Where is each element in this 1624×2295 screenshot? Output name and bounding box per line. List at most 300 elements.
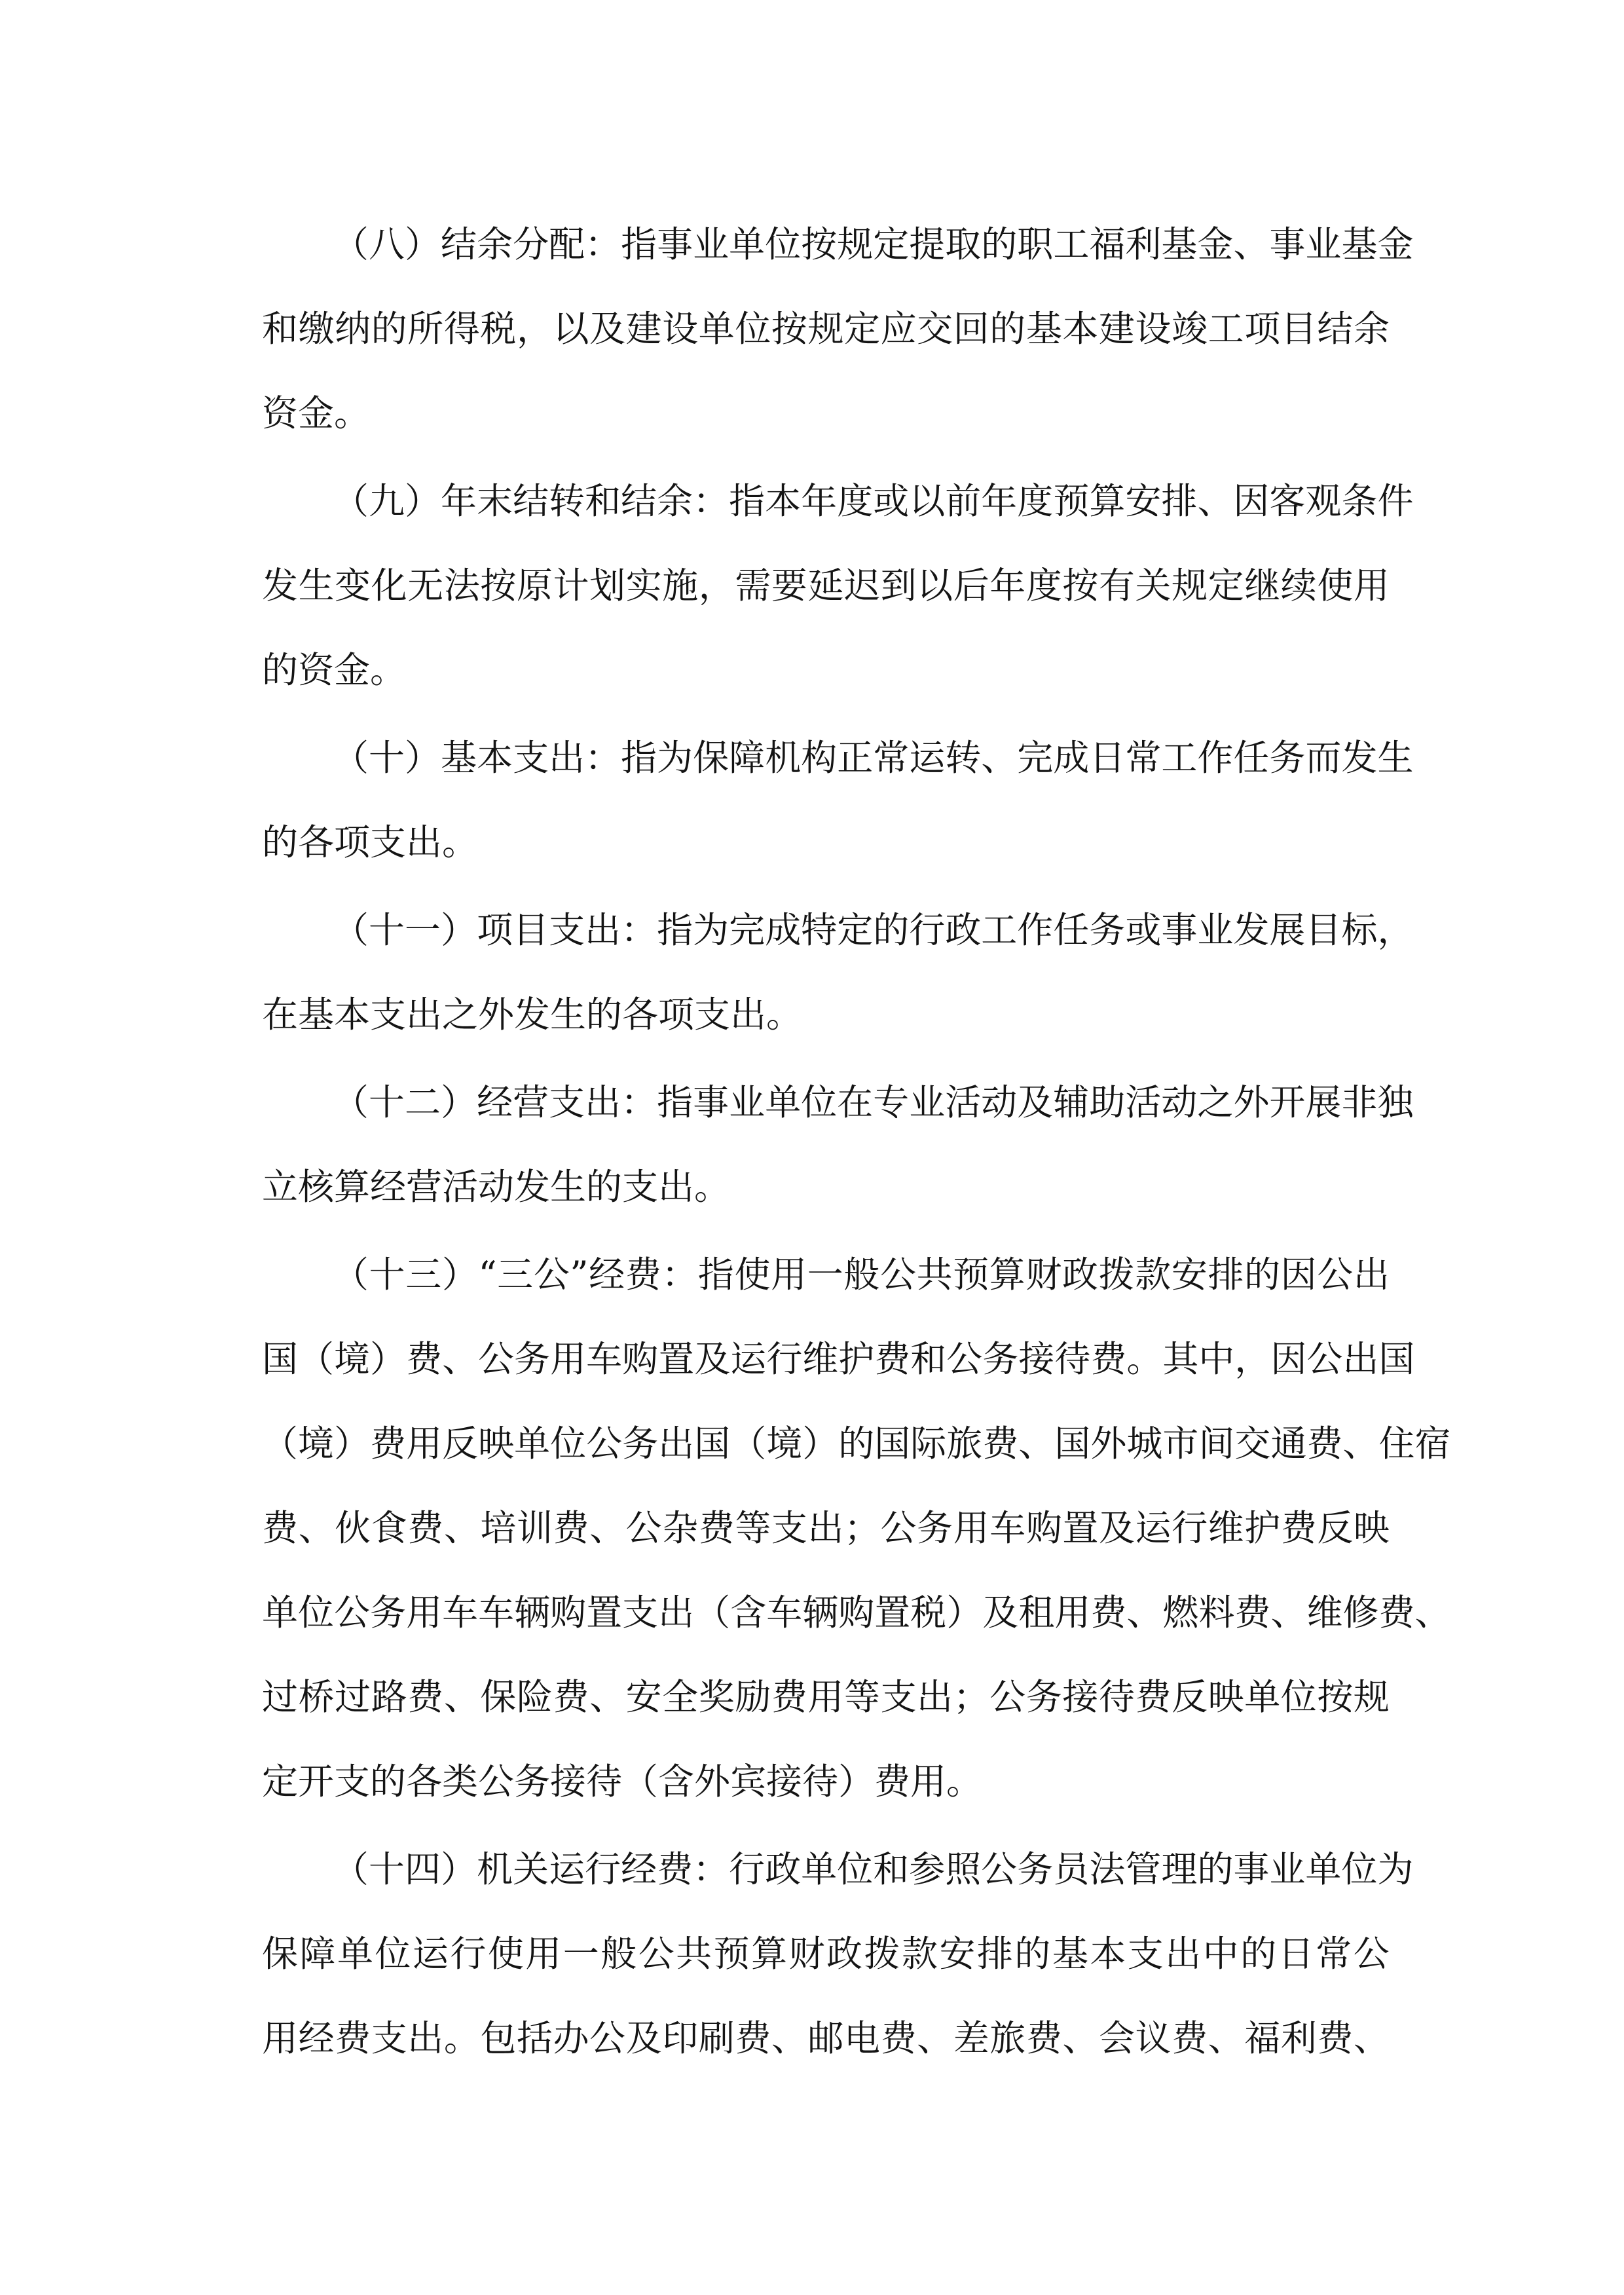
glyph: 缴 [298,308,335,350]
glyph: 政 [765,1848,802,1890]
glyph: 出 [917,1676,953,1718]
glyph: ） [441,909,477,951]
glyph: 指 [657,909,693,951]
glyph: ） [405,223,441,265]
glyph: 成 [765,909,802,951]
glyph: 费 [262,1507,299,1549]
glyph: 预 [1053,480,1090,522]
glyph: 车 [478,1592,515,1633]
paragraph-9-line-3: 的资金。 [262,649,407,691]
glyph: 及 [1098,1507,1135,1549]
glyph: 住 [1378,1423,1415,1465]
glyph: 余 [1353,308,1390,350]
glyph: ， [1234,1338,1271,1380]
glyph: 变 [335,565,371,606]
glyph: 八 [369,223,405,265]
glyph: 出 [1342,1338,1379,1380]
glyph: 需 [735,565,771,606]
paragraph-13-line-5 [262,1586,1451,1639]
glyph: 经 [298,2017,335,2059]
glyph: 单 [801,1848,838,1890]
glyph: 务 [514,1338,551,1380]
glyph: 购 [550,1592,587,1633]
glyph: 费 [1234,1592,1271,1633]
glyph: 映 [1353,1507,1390,1549]
glyph: 划 [589,565,626,606]
glyph: 在 [837,1081,874,1123]
glyph: 度 [1025,565,1062,606]
glyph: 分 [513,223,549,265]
glyph: 燃 [1162,1592,1199,1633]
glyph: 定 [844,308,881,350]
glyph: 福 [1244,2017,1281,2059]
glyph: 常 [1125,737,1162,779]
glyph: 用 [807,1676,844,1718]
glyph: 二 [405,1081,441,1123]
glyph: 因 [1270,1338,1307,1380]
glyph: 及 [625,2017,662,2059]
glyph: 支 [371,2017,407,2059]
glyph: 支 [549,909,585,951]
glyph: 任 [1233,737,1270,779]
glyph: 续 [1280,565,1317,606]
glyph: 或 [1125,909,1162,951]
glyph: 费 [874,1338,911,1380]
glyph: 务 [1017,1848,1054,1890]
glyph: 费 [1090,1338,1127,1380]
glyph: 料 [1198,1592,1235,1633]
glyph: ： [585,737,621,779]
glyph: 出 [807,1507,844,1549]
glyph: 支 [549,1081,585,1123]
glyph: 待 [1098,1676,1135,1718]
glyph: 障 [299,1933,336,1975]
glyph: 费 [1172,2017,1208,2059]
glyph: 及 [694,1338,731,1380]
glyph: 要 [771,565,807,606]
glyph: 回 [953,308,989,350]
glyph: 十 [369,737,405,779]
glyph: 度 [837,480,874,522]
glyph: 政 [945,909,982,951]
glyph: 桥 [298,1676,335,1718]
glyph: 费 [657,1848,693,1890]
glyph: 公 [589,2017,626,2059]
glyph: 一 [807,1254,843,1296]
glyph: ） [441,1254,478,1296]
glyph: 辆 [802,1592,839,1633]
glyph: 原 [516,565,553,606]
glyph: 位 [837,1848,874,1890]
glyph: 的 [1244,1254,1281,1296]
glyph: 算 [1089,480,1126,522]
glyph: 排 [976,1933,1013,1975]
glyph: 、 [1018,1423,1055,1465]
glyph: 常 [873,737,910,779]
glyph: 利 [1125,223,1162,265]
glyph: 费 [1135,1676,1172,1718]
glyph: 单 [514,1423,551,1465]
glyph: 结 [1317,308,1354,350]
glyph: 基 [1341,223,1378,265]
glyph: 单 [729,223,766,265]
glyph: 一 [405,909,441,951]
glyph: 过 [262,1676,299,1718]
glyph: 提 [909,223,946,265]
glyph: 障 [729,737,766,779]
glyph: 一 [563,1933,599,1975]
glyph: 拨 [1098,1254,1135,1296]
glyph: 、 [442,1338,479,1380]
glyph: 单 [765,1081,802,1123]
glyph: 出 [1353,1254,1390,1296]
glyph: 行 [729,1848,766,1890]
glyph: 和 [910,1338,947,1380]
glyph: 九 [369,480,405,522]
glyph: 、 [1197,480,1234,522]
glyph: 邮 [807,2017,844,2059]
glyph: ： [621,1081,657,1123]
glyph: 项 [1244,308,1281,350]
glyph: 出 [658,1423,695,1465]
glyph: 单 [1305,1848,1342,1890]
glyph: 费 [1378,1592,1415,1633]
glyph: 过 [335,1676,371,1718]
glyph: ） [802,1423,839,1465]
glyph: 款 [901,1933,938,1975]
glyph: 费 [553,1676,589,1718]
glyph: 刷 [698,2017,735,2059]
glyph: ） [405,737,441,779]
glyph: 因 [1233,480,1270,522]
glyph: 、 [917,2017,953,2059]
glyph: 市 [1162,1423,1199,1465]
glyph: 公 [879,1254,916,1296]
glyph: 使 [1317,565,1354,606]
paragraph-8-line-1 [333,218,1414,271]
glyph: 基 [1052,1933,1088,1975]
glyph: 费 [735,2017,771,2059]
glyph: 算 [989,1254,1025,1296]
glyph: 十 [369,1254,405,1296]
glyph: 置 [586,1592,623,1633]
glyph: ） [946,1592,983,1633]
glyph: 用 [550,1338,587,1380]
glyph: （ [694,1592,731,1633]
glyph: 费 [407,1676,444,1718]
glyph: 定 [873,223,910,265]
glyph: ） [370,1338,407,1380]
glyph: 全 [662,1676,699,1718]
glyph: 指 [729,480,766,522]
glyph: 、 [298,1507,335,1549]
glyph: 、 [443,1676,480,1718]
glyph: 括 [516,2017,553,2059]
glyph: 独 [1377,1081,1414,1123]
glyph: 行 [766,1338,803,1380]
paragraph-13-line-6 [262,1671,1390,1723]
glyph: 保 [480,1676,517,1718]
glyph: 专 [873,1081,910,1123]
glyph: 规 [807,308,844,350]
glyph: 中 [1202,1933,1239,1975]
glyph: 位 [801,1081,838,1123]
glyph: 公 [638,1933,674,1975]
glyph: （ [333,909,369,951]
paragraph-10-line-2: 的各项支出。 [262,821,479,863]
glyph: 务 [622,1423,659,1465]
glyph: 外 [1233,1081,1270,1123]
glyph: 映 [1208,1676,1244,1718]
glyph: 的 [873,909,910,951]
glyph: 规 [837,223,874,265]
glyph: （ [333,1081,369,1123]
glyph: 车 [442,1592,479,1633]
glyph: 业 [1269,1848,1306,1890]
glyph: 车 [586,1338,623,1380]
paragraph-11-line-1 [333,904,1414,956]
glyph: 转 [945,737,982,779]
glyph: 本 [1062,308,1099,350]
glyph: 务 [1089,909,1126,951]
glyph: 以 [909,480,946,522]
glyph: 出 [407,2017,444,2059]
glyph: 、 [1414,1592,1451,1633]
paragraph-13-line-1 [333,1248,1390,1301]
glyph: 行 [585,1848,621,1890]
glyph: 行 [909,909,946,951]
glyph: 化 [371,565,407,606]
glyph: 、 [1062,2017,1099,2059]
glyph: ； [844,1507,881,1549]
glyph: 机 [477,1848,513,1890]
glyph: 出 [549,737,585,779]
glyph: 接 [1062,1676,1099,1718]
glyph: 纳 [335,308,371,350]
glyph: ， [516,308,553,350]
glyph: 、 [1270,1592,1307,1633]
glyph: 反 [1317,1507,1354,1549]
glyph: 关 [513,1848,549,1890]
glyph: ， [1377,909,1414,951]
glyph: 迟 [844,565,881,606]
glyph: 结 [513,480,549,522]
glyph: 指 [621,737,657,779]
glyph: 展 [1305,1081,1342,1123]
glyph: 得 [443,308,480,350]
glyph: 励 [735,1676,771,1718]
glyph: 工 [1208,308,1244,350]
glyph: 安 [625,1676,662,1718]
glyph: 观 [1305,480,1342,522]
glyph: 十 [369,909,405,951]
glyph: 开 [1269,1081,1306,1123]
glyph: 辅 [1053,1081,1090,1123]
glyph: 目 [1305,909,1342,951]
glyph: （ [262,1423,299,1465]
glyph: 基 [1025,308,1062,350]
glyph: 费 [1280,1507,1317,1549]
glyph: 外 [1090,1423,1127,1465]
glyph: 置 [1062,1507,1099,1549]
glyph: 费 [1306,1423,1343,1465]
glyph: 定 [837,909,874,951]
glyph: 等 [735,1507,771,1549]
glyph: 位 [550,1423,587,1465]
glyph: ） [441,1081,477,1123]
glyph: ， [698,565,735,606]
glyph: 待 [1054,1338,1091,1380]
glyph: 三 [405,1254,442,1296]
glyph: 为 [1377,1848,1414,1890]
glyph: 非 [1341,1081,1378,1123]
glyph: 目 [513,909,549,951]
glyph: 预 [713,1933,750,1975]
glyph: 国 [694,1423,731,1465]
glyph: 、 [1208,2017,1244,2059]
glyph: 正 [837,737,874,779]
glyph: 公 [478,1338,515,1380]
glyph: 政 [826,1933,863,1975]
glyph: 的 [838,1423,875,1465]
glyph: 件 [1377,480,1414,522]
glyph: 位 [735,308,771,350]
glyph: （ [333,480,369,522]
glyph: ） [334,1423,371,1465]
glyph: 费 [698,1507,735,1549]
glyph: 务 [982,1338,1019,1380]
glyph: 发 [1233,909,1270,951]
glyph: 无 [407,565,444,606]
glyph: 的 [989,308,1026,350]
glyph: 客 [1269,480,1306,522]
glyph: 、 [589,1507,626,1549]
glyph: 福 [1089,223,1126,265]
glyph: 、 [981,737,1018,779]
glyph: 购 [1025,1507,1062,1549]
glyph: 路 [371,1676,407,1718]
glyph: 定 [1208,565,1244,606]
glyph: 计 [553,565,589,606]
glyph: 为 [657,737,693,779]
paragraph-12-line-1 [333,1076,1414,1129]
glyph: 项 [477,909,513,951]
glyph: 设 [1135,308,1172,350]
glyph: 行 [1172,1507,1208,1549]
glyph: （ [333,737,369,779]
glyph: 运 [549,1848,585,1890]
glyph: 反 [442,1423,479,1465]
glyph: 工 [1053,223,1090,265]
glyph: 般 [600,1933,637,1975]
glyph: （ [730,1423,767,1465]
glyph: 事 [657,223,693,265]
glyph: 年 [981,480,1018,522]
glyph: 运 [412,1933,449,1975]
glyph: 利 [1280,2017,1317,2059]
glyph: 金 [1197,223,1234,265]
glyph: 用 [406,1592,443,1633]
glyph: 金 [1377,223,1414,265]
paragraph-12-line-2: 立核算经营活动发生的支出。 [262,1166,731,1208]
glyph: 间 [1198,1423,1235,1465]
glyph: 护 [1244,1507,1281,1549]
glyph: 用 [406,1423,443,1465]
glyph: 单 [1244,1676,1281,1718]
glyph: 位 [298,1592,335,1633]
glyph: 日 [1089,737,1126,779]
glyph: 营 [513,1081,549,1123]
glyph: 机 [765,737,802,779]
glyph: 办 [553,2017,589,2059]
glyph: 用 [953,1507,989,1549]
glyph: 结 [441,223,477,265]
glyph: 助 [1089,1081,1126,1123]
glyph: 度 [1017,480,1054,522]
glyph: 。 [1126,1338,1163,1380]
paragraph-8-line-3: 资金。 [262,392,371,434]
glyph: 电 [844,2017,881,2059]
glyph: ： [693,480,729,522]
glyph: 常 [1316,1933,1352,1975]
glyph: 生 [1377,737,1414,779]
glyph: 用 [1054,1592,1091,1633]
glyph: 之 [1197,1081,1234,1123]
glyph: 公 [334,1592,371,1633]
glyph: 会 [1098,2017,1135,2059]
glyph: 费 [406,1338,443,1380]
glyph: 支 [1127,1933,1164,1975]
glyph: 标 [1341,909,1378,951]
glyph: 租 [1018,1592,1055,1633]
glyph: 交 [1234,1423,1271,1465]
glyph: 以 [553,308,589,350]
glyph: 以 [917,565,953,606]
glyph: 目 [1280,308,1317,350]
glyph: 本 [1090,1933,1126,1975]
glyph: 延 [807,565,844,606]
glyph: 修 [1342,1592,1379,1633]
glyph: 中 [1198,1338,1235,1380]
glyph: 特 [801,909,838,951]
glyph: ： [661,1254,698,1296]
glyph: 财 [788,1933,825,1975]
glyph: 余 [657,480,693,522]
glyph: 议 [1135,2017,1172,2059]
glyph: 宿 [1414,1423,1451,1465]
glyph: 等 [844,1676,881,1718]
glyph: 关 [1135,565,1172,606]
glyph: 建 [1098,308,1135,350]
glyph: 工 [1161,737,1198,779]
glyph: 公 [946,1338,983,1380]
glyph: 务 [1269,737,1306,779]
glyph: 用 [262,2017,299,2059]
glyph: 、 [1353,2017,1390,2059]
glyph: 使 [487,1933,524,1975]
glyph: 费 [771,1676,807,1718]
glyph: 公 [981,1848,1018,1890]
glyph: 食 [371,1507,407,1549]
glyph: 完 [1017,737,1054,779]
glyph: 按 [1317,1676,1354,1718]
glyph: 保 [262,1933,299,1975]
glyph: 税 [910,1592,947,1633]
glyph: 任 [1053,909,1090,951]
glyph: 包 [480,2017,517,2059]
glyph: 事 [1233,1848,1270,1890]
glyph: 用 [771,1254,807,1296]
